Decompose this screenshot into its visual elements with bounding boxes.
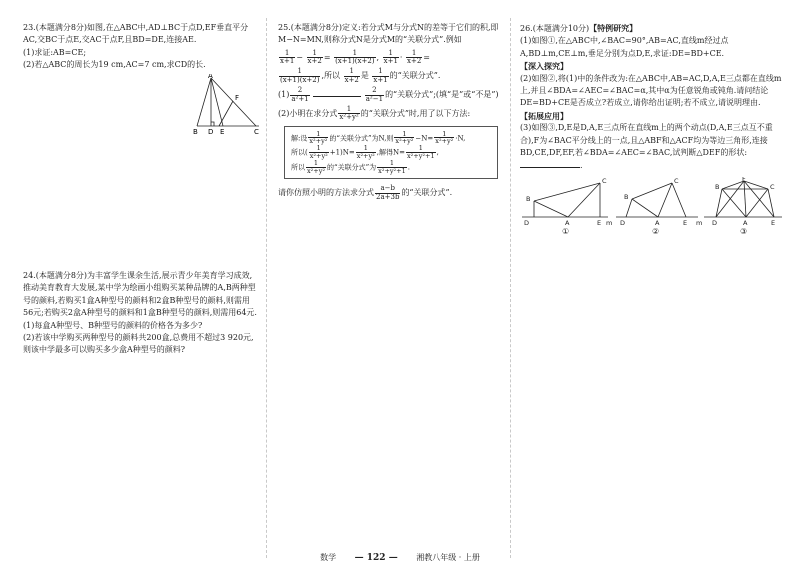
- q26-tag-explore: 【深入探究】: [520, 61, 568, 72]
- q23-part1: (1)求证:AB=CE;: [23, 47, 87, 57]
- q25-solution-box: 解:设 $\frac{1}{\text{x²+y²}}$ 的“关联分式”为N,则 $\frac{1}{\text{x²+y²}}$ −N= $\frac{1}{\text{x²+y²}}$ ·N, 所以( $\frac{1}{\text{x²+y²}}$ +1)N= $\frac{1}{\text{x²+y²}}$ ,解得N= $\frac{1}{\text{x²+y²+1}}$ , 所以 $\frac{1}{\text{x²+y²}}$ 的“关联分式”为 $\frac{1}{\text{x²+y²+1}}$ .: [284, 126, 498, 180]
- q23-label-d: D: [208, 127, 214, 136]
- fig3-label-a: A: [743, 218, 748, 227]
- q23-part2: (2)若△ABC的周长为19 cm,AC=7 cm,求CD的长.: [23, 60, 206, 70]
- q23-stem: 23.(本题满分8分)如图,在△ABC中,AD⊥BC于点D,EF垂直平分AC,交BC于点E,交AC于点F,且BD=DE,连接AE.: [23, 23, 249, 45]
- q23-figure: [23, 74, 259, 136]
- fig2-label-c: C: [674, 176, 679, 185]
- column-right: [520, 22, 782, 239]
- figure-number-1: ①: [562, 226, 570, 235]
- q26-figures: [520, 177, 782, 235]
- q23-label-b: B: [193, 127, 198, 136]
- q25-stem: 25.(本题满分8分)定义:若分式M与分式N的差等于它们的积,即M−N=MN,则称分式N是分式M的“关联分式”.例如: [278, 23, 499, 45]
- fig2-label-m: m: [696, 218, 703, 227]
- q25-part3: 请你仿照小明的方法求分式 $\frac{a-b}{2a+3b}$ 的“关联分式”.: [278, 184, 453, 201]
- q26-part3: (3)如图③,D,E是D,A,E三点所在直线m上的两个动点(D,A,E三点互不重合),F为∠BAC平分线上的一点,且△ABF和△ACF均为等边三角形,连接BD,CE,DF,EF,若∠BDA=∠AEC=∠BAC,试判断△DEF的形状:.: [520, 123, 773, 171]
- q23-label-e: E: [220, 127, 225, 136]
- q25-part2: (2)小明在求分式 $\frac{1}{\text{x²+y²}}$ 的“关联分式”时,用了以下方法:: [278, 104, 471, 122]
- figure-number-2: ②: [652, 226, 660, 235]
- q26-part1: (1)如图①,在△ABC中,∠BAC=90°,AB=AC,直线m经过点A,BD⊥m,CE⊥m,垂足分别为点D,E,求证:DE=BD+CE.: [520, 36, 729, 58]
- fig3-label-c: C: [770, 182, 775, 191]
- q23-label-c: C: [254, 127, 259, 136]
- q26-answer-blank[interactable]: [520, 159, 580, 168]
- q25-answer-blank[interactable]: [313, 88, 361, 97]
- q25-example-conclusion: $\frac{1}{(x+1)(x+2)}$ ,所以 $\frac{1}{x+2}$ 是 $\frac{1}{x+1}$ 的“关联分式”.: [280, 67, 441, 84]
- column-divider-1: [266, 18, 267, 558]
- column-divider-2: [510, 18, 511, 558]
- fig1-label-d: D: [524, 218, 530, 227]
- q23-label-f: F: [235, 93, 240, 102]
- q26-head: 26.(本题满分10分)【特例研究】: [520, 23, 638, 33]
- q24-part2: (2)若该中学购买两种型号的颜料共200盒,总费用不超过3 920元,则该中学最多可以购买多少盒A种型号的颜料?: [23, 332, 254, 355]
- fig2-label-b: B: [624, 192, 629, 201]
- fig2-label-e: E: [683, 218, 688, 227]
- footer-book: 湘教八年级 · 上册: [416, 553, 480, 562]
- page-footer: [0, 552, 800, 566]
- q24-stem: 24.(本题满分8分)为丰富学生课余生活,展示青少年美育学习成效,推动美育教育大发展,某中学为绘画小组购买某种品牌的A,B两种型号的颜料,若购买1盒A种型号的颜料和2盒B种型号的颜料,则需用56元;若购买2盒A种型号的颜料和1盒B种型号的颜料,则需用64元.: [23, 271, 257, 318]
- q23-label-a: A: [208, 73, 213, 80]
- fig1-label-a: A: [565, 218, 570, 227]
- fig1-label-m: m: [606, 218, 613, 227]
- fig3-label-f: F: [742, 176, 746, 183]
- figure-number-3: ③: [740, 226, 748, 235]
- q25-part1: (1) $\frac{2}{\text{a²+1}}$ $\frac{2}{\text{a²−1}}$ 的“关联分式”;(填“是”或“不是”): [278, 86, 499, 103]
- fig3-label-d: D: [712, 218, 718, 227]
- column-middle: [278, 22, 500, 204]
- q26-part2: (2)如图②,将(1)中的条件改为:在△ABC中,AB=AC,D,A,E三点都在直线m上,并且∠BDA=∠AEC=∠BAC=α,其中α为任意锐角或钝角.请问结论DE=BD+CE是否成立?若成立,请你给出证明;若不成立,请说明理由.: [520, 73, 782, 108]
- fig2-label-d: D: [620, 218, 626, 227]
- fig1-label-b: B: [526, 194, 531, 203]
- question-23: [23, 22, 259, 140]
- fig3-label-b: B: [715, 182, 720, 191]
- q24-part1: (1)每盒A种型号、B种型号的颜料的价格各为多少?: [23, 320, 203, 330]
- footer-subject: 数学: [320, 553, 337, 562]
- column-left: [23, 22, 259, 355]
- fig1-label-c: C: [602, 176, 607, 185]
- q26-tag-apply: 【拓展应用】: [520, 110, 568, 121]
- fig1-label-e: E: [597, 218, 602, 227]
- question-24: [23, 270, 259, 357]
- q25-example-equation: $\frac{1}{x+1}$ − $\frac{1}{x+2}$ = $\frac{1}{(x+1)(x+2)}$ , $\frac{1}{x+1}$ · $\frac{1}{x+2}$ =: [280, 48, 430, 66]
- frac-1: $\frac{1}{x+1}$: [280, 48, 295, 66]
- fig2-label-a: A: [655, 218, 660, 227]
- footer-page-number: — 122 —: [354, 553, 398, 563]
- fig3-label-e: E: [771, 218, 776, 227]
